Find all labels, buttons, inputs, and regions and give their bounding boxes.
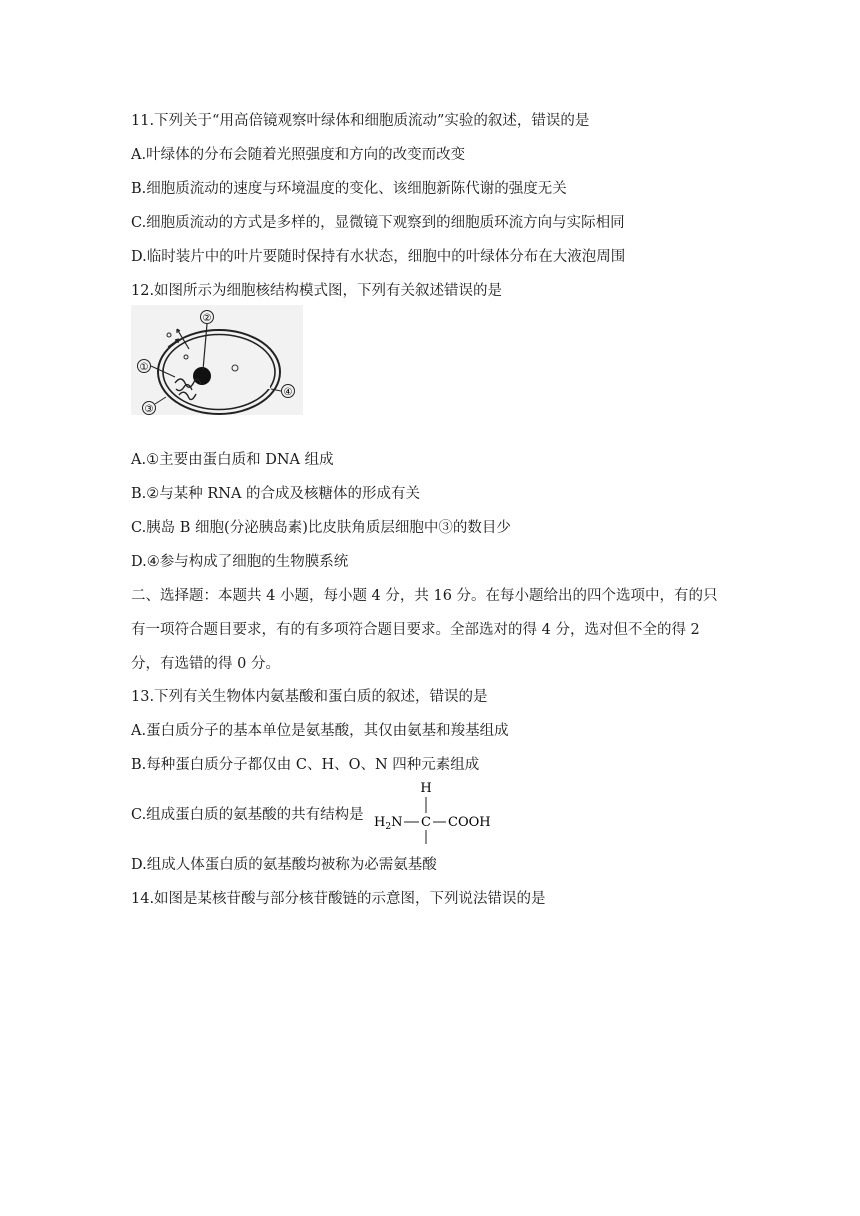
figure-label-2: ②	[202, 313, 212, 324]
section2-line-1: 二、选择题：本题共 4 小题，每小题 4 分，共 16 分。在每小题给出的四个选项中，有的只	[131, 588, 718, 604]
section2-line-3: 分，有选错的得 0 分。	[131, 656, 280, 672]
q12-option-b: B.②与某种 RNA 的合成及核糖体的形成有关	[131, 486, 421, 502]
figure-label-3: ③	[144, 404, 154, 415]
figure-label-1: ①	[139, 362, 149, 373]
formula-amino-group: $H_2N$	[374, 815, 403, 832]
q11-option-d: D.临时装片中的叶片要随时保持有水状态，细胞中的叶绿体分布在大液泡周围	[131, 249, 626, 265]
q13-option-a: A.蛋白质分子的基本单位是氨基酸，其仅由氨基和羧基组成	[131, 723, 509, 739]
q13-option-c: C.组成蛋白质的氨基酸的共有结构是	[131, 807, 364, 823]
formula-central-c: C	[421, 815, 431, 830]
section2-line-2: 有一项符合题目要求，有的有多项符合题目要求。全部选对的得 4 分，选对但不全的得 2	[131, 622, 700, 638]
q13-option-d: D.组成人体蛋白质的氨基酸均被称为必需氨基酸	[131, 857, 437, 873]
q11-option-b: B.细胞质流动的速度与环境温度的变化、该细胞新陈代谢的强度无关	[131, 181, 567, 197]
q13-stem: 13.下列有关生物体内氨基酸和蛋白质的叙述，错误的是	[131, 689, 488, 705]
figure-label-4: ④	[283, 387, 293, 398]
q11-stem: 11.下列关于“用高倍镜观察叶绿体和细胞质流动”实验的叙述，错误的是	[131, 113, 590, 129]
q11-option-a: A.叶绿体的分布会随着光照强度和方向的改变而改变	[131, 147, 466, 163]
amino-acid-structure-formula	[370, 778, 500, 844]
q12-option-c: C.胰岛 B 细胞(分泌胰岛素)比皮肤角质层细胞中③的数目少	[131, 520, 511, 536]
formula-top-h: H	[420, 781, 432, 796]
q14-stem: 14.如图是某核苷酸与部分核苷酸链的示意图，下列说法错误的是	[131, 891, 546, 907]
nucleus-structure-figure	[131, 305, 303, 415]
q12-stem: 12.如图所示为细胞核结构模式图，下列有关叙述错误的是	[131, 283, 503, 299]
q12-option-d: D.④参与构成了细胞的生物膜系统	[131, 554, 349, 570]
q12-option-a: A.①主要由蛋白质和 DNA 组成	[131, 452, 334, 468]
q13-option-b: B.每种蛋白质分子都仅由 C、H、O、N 四种元素组成	[131, 757, 480, 773]
formula-carboxyl-group: COOH	[448, 815, 491, 830]
q11-option-c: C.细胞质流动的方式是多样的，显微镜下观察到的细胞质环流方向与实际相同	[131, 215, 625, 231]
